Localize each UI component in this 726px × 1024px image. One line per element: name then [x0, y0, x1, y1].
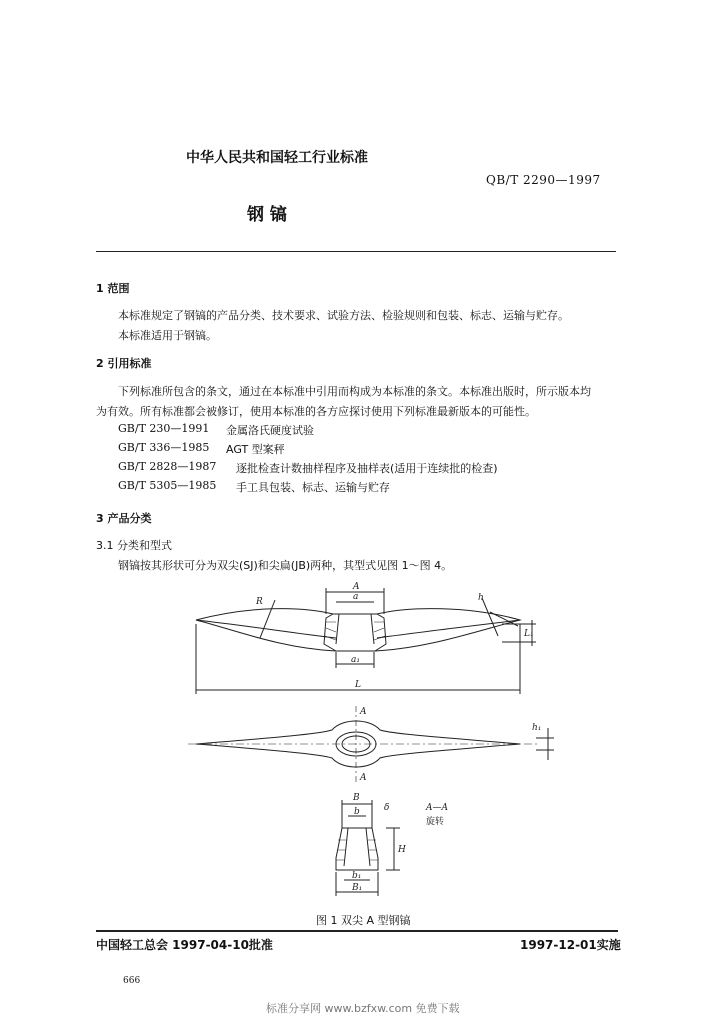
label-a1: a₁ — [351, 655, 360, 665]
reference-code: GB/T 230—1991 — [118, 422, 210, 435]
footer-rule — [96, 930, 618, 932]
pickaxe-side-inner-curve — [377, 620, 520, 638]
label-A: A — [353, 582, 360, 592]
section-2-paragraph: 下列标准所包含的条文，通过在本标准中引用而构成为本标准的条文。本标准出版时，所示版本均 — [118, 385, 591, 398]
label-h1: h₁ — [532, 723, 542, 733]
section-2-heading: 2 引用标准 — [96, 357, 152, 370]
section-1-paragraph: 本标准适用于钢镐。 — [118, 329, 217, 342]
reference-title: AGT 型案秤 — [226, 443, 285, 456]
approval-line: 中国轻工总会 1997-04-10批准 — [96, 938, 273, 952]
figure-caption: 图 1 双尖 A 型钢镐 — [316, 914, 411, 927]
label-L1: L₁ — [524, 629, 534, 639]
eye-socket-bore — [336, 614, 374, 644]
section-3-1-paragraph: 钢镐按其形状可分为双尖(SJ)和尖扁(JB)两种，其型式见图 1～图 4。 — [118, 559, 453, 572]
label-H: H — [398, 845, 406, 855]
section-1-heading: 1 范围 — [96, 282, 130, 295]
label-B: B — [353, 793, 360, 803]
reference-title: 手工具包装、标志、运输与贮存 — [236, 481, 390, 494]
header-rule — [96, 251, 616, 252]
label-R: R — [256, 597, 263, 607]
page-number: 666 — [123, 976, 141, 986]
label-b: b — [354, 807, 360, 817]
reference-code: GB/T 336—1985 — [118, 441, 210, 454]
label-section-A-bottom: A — [360, 773, 367, 783]
label-b1: b₁ — [352, 871, 362, 881]
reference-title: 逐批检查计数抽样程序及抽样表(适用于连续批的检查) — [236, 462, 498, 475]
section-a-a-outline — [336, 828, 378, 870]
label-delta: δ — [384, 803, 390, 813]
tip-leader — [482, 598, 518, 636]
section-3-1-heading: 3.1 分类和型式 — [96, 539, 172, 552]
document-title: 钢 镐 — [247, 205, 287, 225]
standard-number: QB/T 2290—1997 — [486, 173, 601, 187]
section-a-a-bore — [344, 828, 370, 866]
label-h: h — [478, 593, 484, 603]
section-3-heading: 3 产品分类 — [96, 512, 152, 525]
label-L: L — [355, 680, 361, 690]
section-1-paragraph: 本标准规定了钢镐的产品分类、技术要求、试验方法、检验规则和包装、标志、运输与贮存。 — [118, 309, 569, 322]
reference-title: 金属洛氏硬度试验 — [226, 424, 314, 437]
section-hatching — [336, 840, 378, 860]
pickaxe-side-body — [196, 609, 520, 651]
rotation-note: 旋转 — [426, 817, 445, 827]
section-a-a-label: A—A — [426, 803, 448, 813]
label-a: a — [353, 592, 359, 602]
issuing-body-title: 中华人民共和国轻工行业标准 — [186, 150, 368, 166]
reference-code: GB/T 2828—1987 — [118, 460, 217, 473]
section-2-paragraph: 为有效。所有标准都会被修订，使用本标准的各方应探讨使用下列标准最新版本的可能性。 — [96, 405, 536, 418]
label-B1: B₁ — [352, 883, 363, 893]
label-section-A-top: A — [360, 707, 367, 717]
pickaxe-technical-drawing — [180, 578, 560, 908]
eye-socket-outline — [324, 614, 386, 651]
reference-code: GB/T 5305—1985 — [118, 479, 217, 492]
effective-date: 1997-12-01实施 — [520, 938, 621, 952]
watermark: 标准分享网 www.bzfxw.com 免费下载 — [266, 1002, 460, 1015]
